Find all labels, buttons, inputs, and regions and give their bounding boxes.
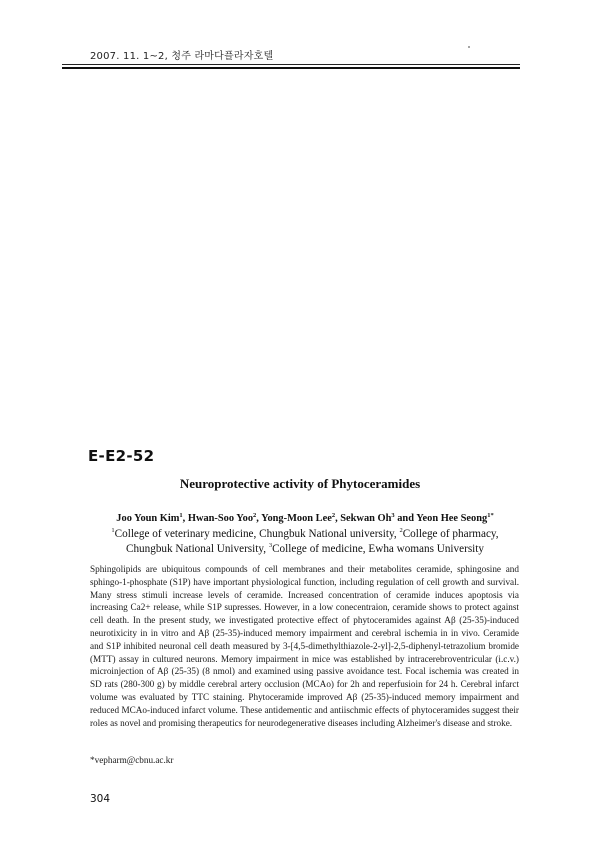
- page-number: 304: [90, 793, 111, 805]
- affiliation-line-2: [70, 543, 540, 555]
- author-name: Joo Youn Kim: [116, 513, 180, 524]
- affiliation-text: College of medicine, Ewha womans University: [272, 543, 484, 555]
- affiliation-text: College of veterinary medicine, Chungbuk National university,: [114, 528, 400, 540]
- author-affiliation-mark: 2: [331, 512, 336, 519]
- session-code: E-E2-52: [88, 447, 155, 465]
- abstract-body: [90, 563, 519, 729]
- abstract-text: Sphingolipids are ubiquitous compounds of cell membranes and their metabolites ceramide, sphingosine and sphingo-1-phosphate (S1P) have important physiological function, including regulation of cell growth and survival. Many stress stimuli increase levels of ceramide. Increased concentration of ceramide induces apoptosis via increasing Ca2+ release, while S1P supresses. However, in a low conecentraion, ceramide shows to protect against cell death. In the present study, we investigated protective effect of phytoceramides against Aβ (25-35)-induced neurotixicity in in vitro and Aβ (25-35)-induced memory impairment and cerebral ischemia in in vivo. Ceramide and S1P inhibited neuronal cell death measured by 3-[4,5-dimethylthiazole-2-yl]-2,5-diphenyl-tetrazolium bromide (MTT) assay in cultured neurons. Memory impairment in mice was established by intracerebroventricular (i.c.v.) microinjection of Aβ (25-35) (8 nmol) and examined using passive avoidance test. Focal ischemia was created in SD rats (280-300 g) by middle cerebral artery occlusion (MCAo) for 2h and reperfusioin for 24 h. Cerebral infarct volume was evaluated by TTC staining. Phytoceramide improved Aβ (25-35)-induced memory impairment and reduced MCAo-induced infarct volume. These antidementic and antiischmic effects of phytoceramides suggest their roles as novel and promising therapeutics for neurodegenerative diseases including Alzheimer's disease and stroke.: [90, 564, 519, 728]
- affiliation-mark: 2: [399, 527, 403, 534]
- affiliation-mark: 1: [111, 527, 115, 534]
- paper-title: Neuroprotective activity of Phytoceramides: [179, 476, 421, 491]
- author-name: Sekwan Oh: [340, 513, 392, 524]
- affiliation-text: Chungbuk National University,: [126, 543, 269, 555]
- author-list: Joo Youn Kim$^1$, Hwan-Soo Yoo$^2$, Yong-Moon Lee$^2$, Sekwan Oh$^3$ and Yeon Hee Seong$^{1*}$: [116, 512, 494, 524]
- running-header: 2007. 11. 1~2, 청주 라마다플라자호텔: [90, 51, 274, 62]
- author-affiliation-mark: 2: [253, 512, 257, 519]
- scan-speck: [468, 46, 470, 48]
- affiliation-line-1: [70, 528, 540, 540]
- author-name: Yeon Hee Seong: [416, 513, 488, 524]
- author-affiliation-mark: 1: [179, 512, 183, 519]
- author-affiliation-mark: 3: [391, 512, 395, 519]
- affiliation-text: College of pharmacy,: [402, 528, 499, 540]
- author-name: Hwan-Soo Yoo: [187, 513, 254, 524]
- header-rule-thick: [62, 67, 520, 69]
- author-affiliation-mark: 1*: [487, 512, 494, 519]
- affiliation-mark: 3: [268, 542, 273, 549]
- corresponding-email: *vepharm@cbnu.ac.kr: [90, 755, 174, 765]
- author-name: Yong-Moon Lee: [261, 513, 332, 524]
- header-rule-thin: [62, 64, 520, 65]
